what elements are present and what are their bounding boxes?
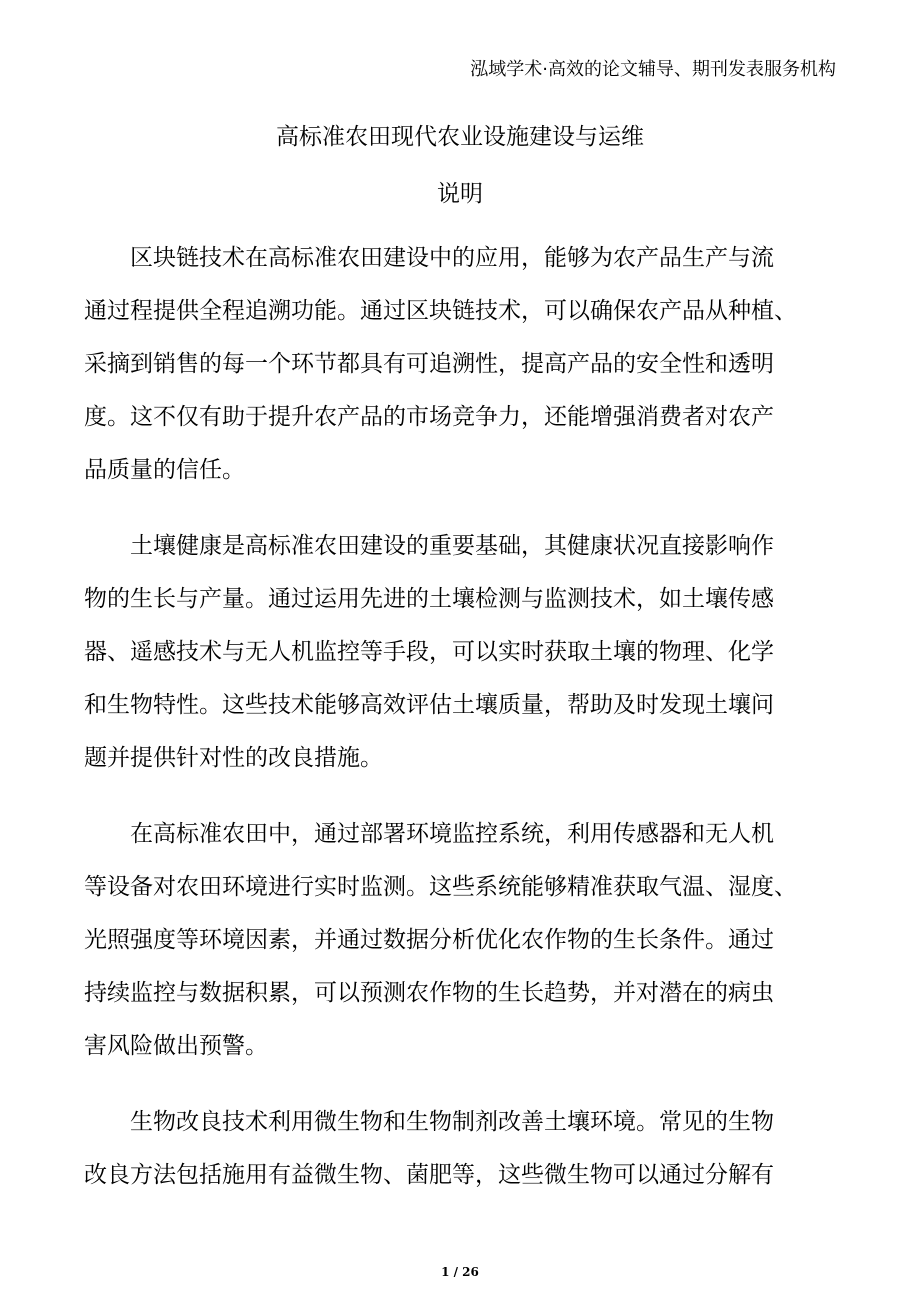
text-line: 改良方法包括施用有益微生物、菌肥等，这些微生物可以通过分解有 (84, 1162, 774, 1188)
document-subtitle: 说明 (437, 181, 483, 207)
text-line: 采摘到销售的每一个环节都具有可追溯性，提高产品的安全性和透明 (84, 351, 774, 377)
text-line: 生物改良技术利用微生物和生物制剂改善土壤环境。常见的生物 (130, 1109, 774, 1135)
page-number: 1 / 26 (441, 1265, 479, 1279)
text-line: 等设备对农田环境进行实时监测。这些系统能够精准获取气温、湿度、 (84, 874, 797, 900)
page-header: 泓域学术·高效的论文辅导、期刊发表服务机构 (470, 59, 836, 80)
text-line: 通过程提供全程追溯功能。通过区块链技术，可以确保农产品从种植、 (84, 298, 797, 324)
text-line: 持续监控与数据积累，可以预测农作物的生长趋势，并对潜在的病虫 (84, 980, 774, 1006)
text-line: 度。这不仅有助于提升农产品的市场竞争力，还能增强消费者对农产 (84, 404, 774, 430)
text-line: 在高标准农田中，通过部署环境监控系统，利用传感器和无人机 (130, 821, 774, 847)
paragraph-3 (84, 808, 852, 1073)
text-line: 品质量的信任。 (84, 457, 245, 483)
text-line: 和生物特性。这些技术能够高效评估土壤质量，帮助及时发现土壤问 (84, 692, 774, 718)
document-body (84, 232, 852, 1225)
text-line: 害风险做出预警。 (84, 1033, 268, 1059)
paragraph-1 (84, 232, 852, 497)
paragraph-4 (84, 1096, 852, 1202)
text-line: 光照强度等环境因素，并通过数据分析优化农作物的生长条件。通过 (84, 927, 774, 953)
text-line: 区块链技术在高标准农田建设中的应用，能够为农产品生产与流 (130, 245, 774, 271)
text-line: 器、遥感技术与无人机监控等手段，可以实时获取土壤的物理、化学 (84, 639, 774, 665)
text-line: 物的生长与产量。通过运用先进的土壤检测与监测技术，如土壤传感 (84, 586, 774, 612)
text-line: 土壤健康是高标准农田建设的重要基础，其健康状况直接影响作 (130, 533, 774, 559)
document-title: 高标准农田现代农业设施建设与运维 (276, 124, 644, 150)
text-line: 题并提供针对性的改良措施。 (84, 745, 383, 771)
paragraph-2 (84, 520, 852, 785)
